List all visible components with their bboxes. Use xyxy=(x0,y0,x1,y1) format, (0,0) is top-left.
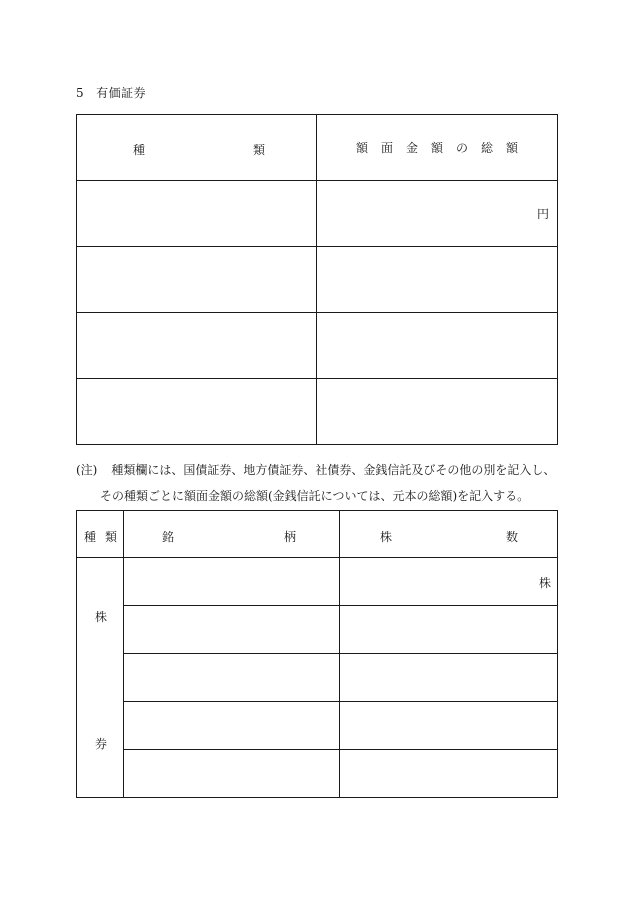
share-count-cell[interactable] xyxy=(340,750,558,798)
kind-header-char-1: 種 xyxy=(133,143,146,157)
stock-table xyxy=(76,510,558,798)
kind-cell[interactable] xyxy=(77,379,317,445)
share-unit: 株 xyxy=(538,576,551,590)
share-count-char-1: 株 xyxy=(380,530,393,544)
stock-kind-char-2: 類 xyxy=(105,530,118,544)
brand-header xyxy=(124,511,340,558)
stock-kind-vertical-2: 券 xyxy=(95,737,108,751)
brand-header-char-2: 柄 xyxy=(284,530,297,544)
brand-cell[interactable] xyxy=(124,654,340,702)
amount-cell[interactable] xyxy=(317,247,558,313)
section-heading: 有価証券 xyxy=(96,86,147,100)
stock-kind-char-1: 種 xyxy=(84,530,97,544)
share-count-cell[interactable] xyxy=(340,654,558,702)
note-line-1 xyxy=(76,461,555,478)
share-count-header xyxy=(340,511,558,558)
share-count-char-2: 数 xyxy=(506,530,519,544)
note-text-1: 種類欄には、国債証券、地方債証券、社債券、金銭信託及びその他の別を記入し、 xyxy=(111,463,556,477)
share-count-cell[interactable] xyxy=(340,702,558,750)
kind-cell[interactable] xyxy=(77,247,317,313)
stock-kind-vertical-1: 株 xyxy=(95,610,108,624)
brand-header-char-1: 銘 xyxy=(162,530,175,544)
kind-cell[interactable] xyxy=(77,313,317,379)
section-number: 5 xyxy=(76,86,85,100)
kind-header xyxy=(77,115,317,181)
note-tag: (注) xyxy=(76,463,98,477)
share-count-cell[interactable] xyxy=(340,558,558,606)
kind-cell[interactable] xyxy=(77,181,317,247)
brand-cell[interactable] xyxy=(124,606,340,654)
face-amount-header: 額面金額の総額 xyxy=(317,115,558,181)
stock-kind-header xyxy=(77,511,124,558)
amount-cell[interactable] xyxy=(317,181,558,247)
brand-cell[interactable] xyxy=(124,750,340,798)
amount-cell[interactable] xyxy=(317,379,558,445)
stock-kind-cell xyxy=(77,558,124,798)
amount-cell[interactable] xyxy=(317,313,558,379)
section-title xyxy=(76,84,146,101)
brand-cell[interactable] xyxy=(124,702,340,750)
kind-header-char-2: 類 xyxy=(253,143,266,157)
securities-table xyxy=(76,114,558,445)
brand-cell[interactable] xyxy=(124,558,340,606)
share-count-cell[interactable] xyxy=(340,606,558,654)
yen-unit: 円 xyxy=(536,207,549,221)
note-line-2: その種類ごとに額面金額の総額(金銭信託については、元本の総額)を記入する。 xyxy=(100,489,530,503)
